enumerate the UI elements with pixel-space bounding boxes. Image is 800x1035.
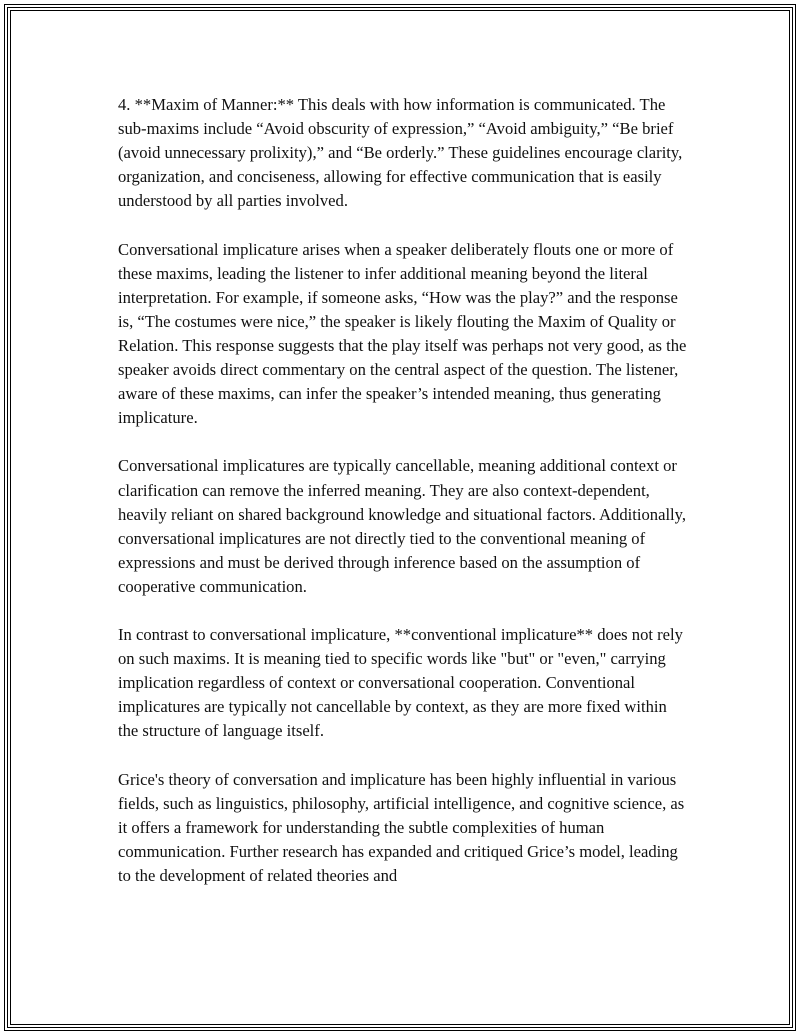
paragraph-grice-influence: Grice's theory of conversation and implicature has been highly influential in various fields, such as linguistics, philosophy, artificial intelligence, and cognitive science, as it offers a framework for understanding the subtle complexities of human communication. Further research has expanded and critiqued Grice’s model, leading to the development of related theories and [118,769,685,885]
paragraph-conversational-implicature: Conversational implicature arises when a speaker deliberately flouts one or more of these maxims, leading the listener to infer additional meaning beyond the literal interpretation. For example, if someone asks, “How was the play?” and the response is, “The costumes were nice,” the speaker is likely flouting the Maxim of Quality or Relation. This response suggests that the play itself was perhaps not very good, as the speaker avoids direct commentary on the central aspect of the question. The listener, aware of these maxims, can infer the speaker’s intended meaning, thus generating implicature. [118,239,687,428]
paragraph-conventional-implicature: In contrast to conversational implicature, **conventional implicature** does not rely on such maxims. It is meaning tied to specific words like "but" or "even," carrying implication regardless of context or conversational cooperation. Conventional implicatures are typically not cancellable by context, as they are more fixed within the structure of language itself. [118,625,683,741]
document-body [118,93,688,912]
paragraph-cancellability: Conversational implicatures are typically cancellable, meaning additional context or clarification can remove the inferred meaning. They are also context-dependent, heavily reliant on shared background knowledge and situational factors. Additionally, conversational implicatures are not directly tied to the conventional meaning of expressions and must be derived through inference based on the assumption of cooperative communication. [118,456,687,596]
paragraph-maxim-of-manner: 4. **Maxim of Manner:** This deals with how information is communicated. The sub-maxims include “Avoid obscurity of expression,” “Avoid ambiguity,” “Be brief (avoid unnecessary prolixity),” and “Be orderly.” These guidelines encourage clarity, organization, and conciseness, allowing for effective communication that is easily understood by all parties involved. [118,95,683,211]
